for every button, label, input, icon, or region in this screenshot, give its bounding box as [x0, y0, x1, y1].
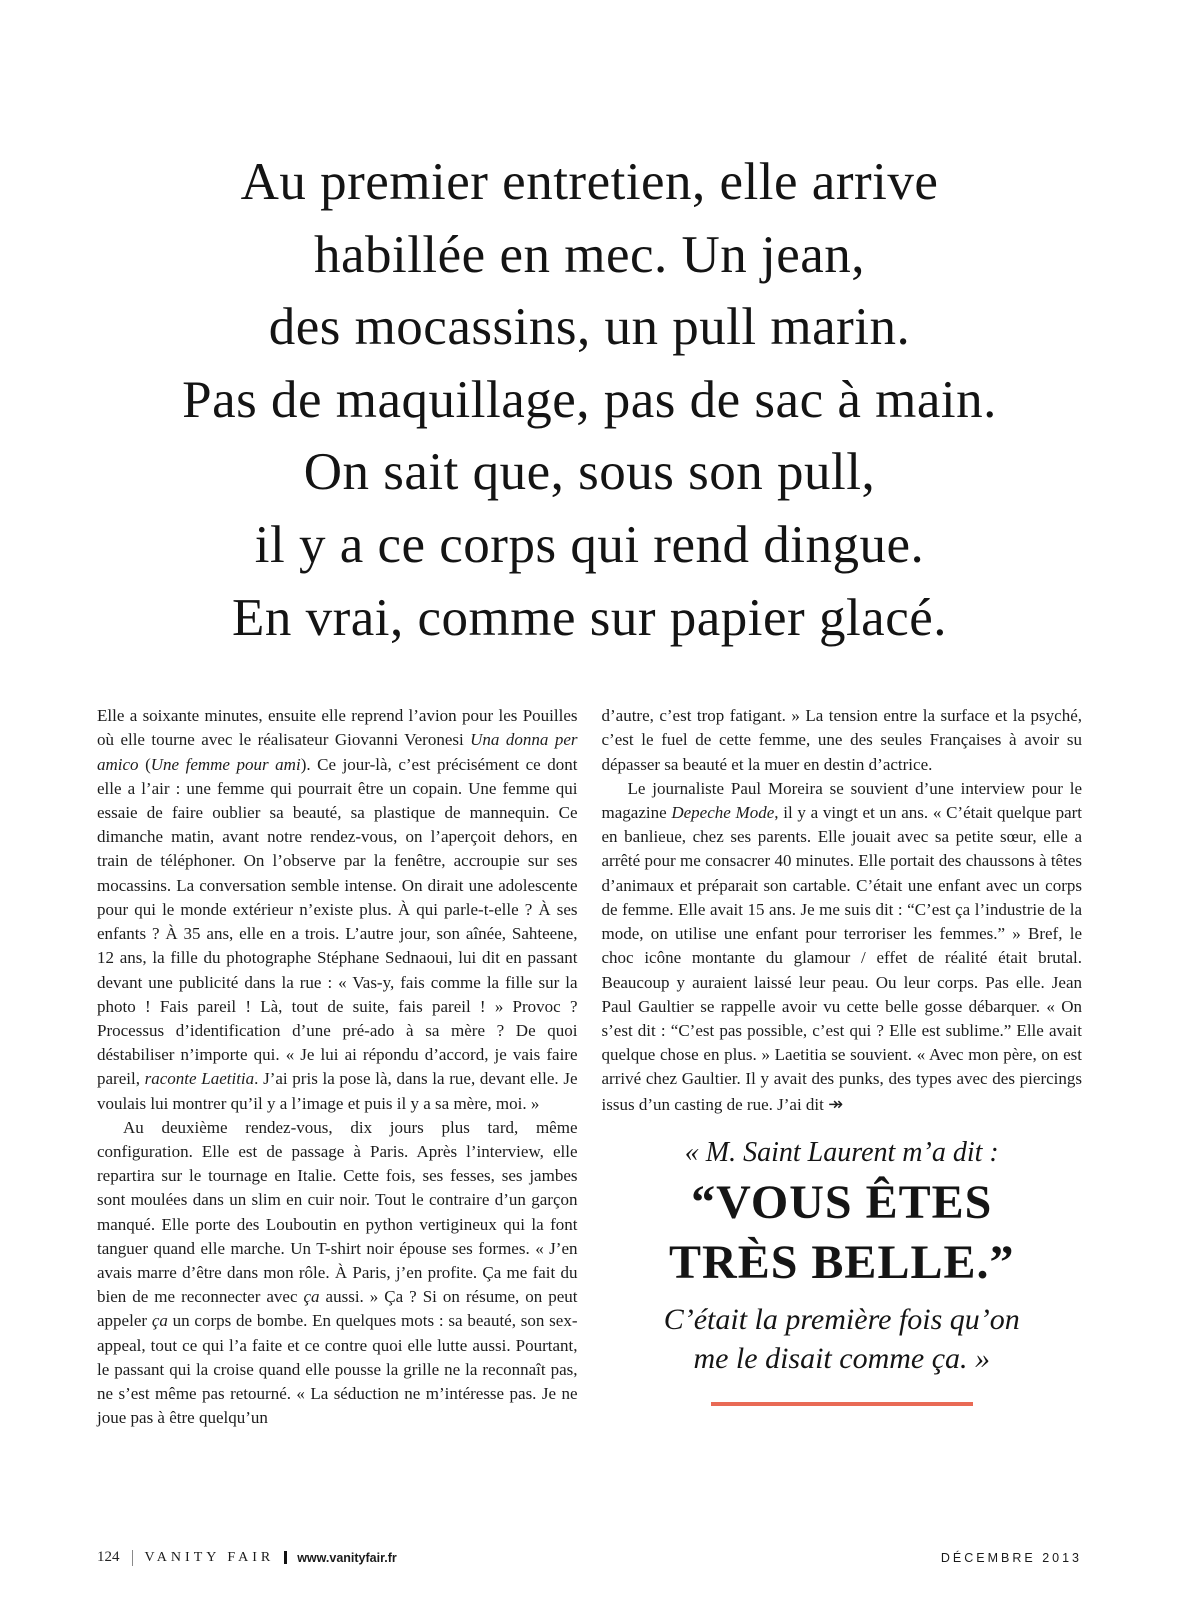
footer-divider-thick-icon: [284, 1551, 287, 1564]
pull-quote-outro-line-2: me le disait comme ça. »: [693, 1341, 991, 1375]
right-column: [602, 704, 1083, 1430]
website-url: www.vanityfair.fr: [297, 1550, 397, 1565]
headline-line-2: habillée en mec. Un jean,: [313, 225, 866, 284]
continuation-arrow-icon: ↠: [828, 1093, 844, 1114]
pull-quote-outro-line-1: C’était la première fois qu’on: [663, 1303, 1020, 1337]
footer-divider-icon: [132, 1550, 133, 1566]
quote-rule: [711, 1402, 973, 1406]
paragraph-left-1: Elle a soixante minutes, ensuite elle reprend l’avion pour les Pouilles où elle tourne avec le réalisateur Giovanni Veronesi Una donna per amico (Une femme pour ami). Ce jour-là, c’est précisément ce dont elle a l’air : une femme qui pourrait être un copain. Une femme qui essaie de faire oublier sa beauté, sa plastique de mannequin. Ce dimanche matin, avant notre rendez-vous, on l’aperçoit dehors, en train de téléphoner. On l’observe par la fenêtre, accroupie sur ses mocassins. La conversation semble intense. On dirait une adolescente pour qui le monde extérieur n’existe plus. À qui parle-t-elle ? À ses enfants ? À 35 ans, elle en a trois. L’autre jour, son aînée, Sahteene, 12 ans, la fille du photographe Stéphane Sednaoui, lui dit en passant devant une publicité dans la rue : « Vas-y, fais comme la fille sur la photo ! Fais pareil ! Là, tout de suite, fais pareil ! » Provoc ? Processus d’identification d’une pré-ado à sa mère ? De quoi déstabiliser n’importe qui. « Je lui ai répondu d’accord, je vais faire pareil, raconte Laetitia. J’ai pris la pose là, dans la rue, devant elle. Je voulais lui montrer qu’il y a l’image et puis il y a sa mère, moi. »: [97, 706, 578, 1113]
pull-quote-big-line-2: TRÈS BELLE.”: [669, 1236, 1015, 1290]
magazine-name: VANITY FAIR: [144, 1549, 275, 1565]
article-body: [97, 704, 1082, 1430]
headline-line-1: Au premier entretien, elle arrive: [240, 153, 939, 211]
pull-quote-big-line-1: “VOUS ÊTES: [691, 1176, 993, 1230]
page-footer: [97, 1549, 1082, 1566]
paragraph-left-2: Au deuxième rendez-vous, dix jours plus tard, même configuration. Elle est de passage à Paris. Après l’interview, elle repartira sur le tournage en Italie. Cette fois, ses fesses, ses jambes sont moulées dans un slim en cuir noir. Tout le contraire d’un garçon manqué. Elle porte des Louboutin en python vertigineux qui la font tanguer quand elle marche. Un T-shirt noir épouse ses formes. « J’en avais marre d’être dans mon rôle. À Paris, j’en profite. Ça me fait du bien de me reconnecter avec ça aussi. » Ça ? Si on résume, on peut appeler ça un corps de bombe. En quelques mots : sa beauté, son sex-appeal, tout ce qui l’a faite et ce contre quoi elle lutte aussi. Pourtant, le passant qui la croise quand elle pousse la grille ne la reconnaît pas, ne s’est même pas retourné. « La séduction ne m’intéresse pas. Je ne joue pas à être quelqu’un: [97, 1117, 578, 1428]
pull-quote: [602, 1135, 1083, 1406]
paragraph-right-1: d’autre, c’est trop fatigant. » La tension entre la surface et la psyché, c’est le fuel de cette femme, une des seules Françaises à avoir su dépasser sa beauté et la muer en destin d’actrice.: [601, 706, 1082, 774]
pull-quote-intro: « M. Saint Laurent m’a dit :: [684, 1136, 999, 1168]
issue-date: DÉCEMBRE 2013: [940, 1550, 1082, 1565]
headline-line-6: il y a ce corps qui rend dingue.: [254, 516, 925, 575]
headline-line-4: Pas de maquillage, pas de sac à main.: [182, 370, 997, 429]
headline: [0, 0, 1179, 654]
headline-line-5: On sait que, sous son pull,: [303, 443, 876, 502]
paragraph-right-2: Le journaliste Paul Moreira se souvient d’une interview pour le magazine Depeche Mode, il y a vingt et un ans. « C’était quelque part en banlieue, chez ses parents. Elle jouait avec sa petite sœur, elle a arrêté pour me consacrer 40 minutes. Elle portait des chaussons à têtes d’animaux et préparait son cartable. C’était une enfant avec un corps de femme. Elle avait 15 ans. Je me suis dit : “C’est ça l’industrie de la mode, on utilise une enfant pour terroriser les femmes.” » Bref, le choc icône montante du glamour / effet de réalité était brutal. Beaucoup y auraient laissé leur peau. Ou leur corps. Pas elle. Jean Paul Gaultier se rappelle avoir vu cette belle gosse débarquer. « On s’est dit : “C’est pas possible, c’est qui ? Elle est sublime.” Elle avait quelque chose en plus. » Laetitia se souvient. « Avec mon père, on est arrivé chez Gaultier. Il y avait des punks, des types avec des piercings issus d’un casting de rue. J’ai dit ↠: [601, 778, 1083, 1114]
footer-left: [97, 1549, 397, 1566]
page-number: 124: [97, 1549, 120, 1565]
left-column: [97, 704, 578, 1430]
headline-line-7: En vrai, comme sur papier glacé.: [231, 588, 947, 647]
headline-line-3: des mocassins, un pull marin.: [268, 298, 911, 357]
